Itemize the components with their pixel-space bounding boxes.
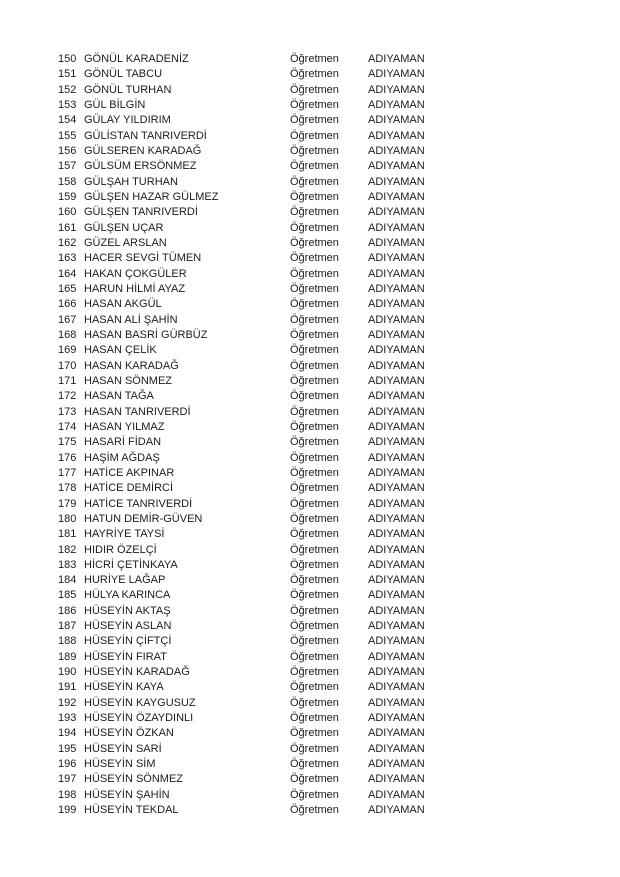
row-number: 172: [58, 390, 77, 403]
teacher-name: GÜLSÜM ERSÖNMEZ: [84, 160, 197, 173]
province-cell: ADIYAMAN: [368, 359, 425, 372]
province-cell: ADIYAMAN: [368, 53, 425, 65]
occupation-cell: Öğretmen: [290, 282, 339, 295]
occupation-cell: Öğretmen: [290, 236, 339, 249]
occupation-cell: Öğretmen: [290, 175, 339, 188]
occupation-cell: Öğretmen: [290, 374, 339, 387]
occupation-cell: Öğretmen: [290, 160, 339, 173]
teacher-name: HÜLYA KARINCA: [84, 589, 171, 602]
teacher-name: HAKAN ÇOKGÜLER: [84, 267, 187, 280]
province-cell: ADIYAMAN: [368, 574, 425, 587]
row-number: 188: [58, 635, 77, 648]
table-row: [58, 497, 578, 512]
province-cell: ADIYAMAN: [368, 681, 425, 694]
row-number: 177: [58, 466, 77, 479]
table-row: [58, 772, 578, 787]
table-row: [58, 313, 578, 328]
occupation-cell: Öğretmen: [290, 558, 339, 571]
table-row: [58, 543, 578, 558]
teacher-name: HÜSEYİN KAYA: [84, 681, 164, 694]
teacher-name: HÜSEYİN ASLAN: [84, 620, 172, 633]
province-cell: ADIYAMAN: [368, 466, 425, 479]
province-cell: ADIYAMAN: [368, 482, 425, 495]
table-row: [58, 67, 578, 82]
province-cell: ADIYAMAN: [368, 758, 425, 771]
row-number: 192: [58, 696, 77, 709]
table-row: [58, 190, 578, 205]
teacher-name: GÜLŞAH TURHAN: [84, 175, 178, 188]
row-number: 179: [58, 497, 77, 510]
teacher-name: GÖNÜL KARADENİZ: [84, 53, 189, 65]
province-cell: ADIYAMAN: [368, 282, 425, 295]
row-number: 169: [58, 344, 77, 357]
teacher-name: HASAN BASRİ GÜRBÜZ: [84, 328, 208, 341]
province-cell: ADIYAMAN: [368, 160, 425, 173]
occupation-cell: Öğretmen: [290, 804, 339, 817]
teacher-name: HATİCE TANRIVERDİ: [84, 497, 193, 510]
occupation-cell: Öğretmen: [290, 696, 339, 709]
row-number: 199: [58, 804, 77, 817]
table-row: [58, 588, 578, 603]
occupation-cell: Öğretmen: [290, 650, 339, 663]
table-row: [58, 221, 578, 236]
table-row: [58, 297, 578, 312]
row-number: 154: [58, 114, 77, 127]
occupation-cell: Öğretmen: [290, 681, 339, 694]
occupation-cell: Öğretmen: [290, 267, 339, 280]
row-number: 175: [58, 436, 77, 449]
table-row: [58, 803, 578, 818]
teacher-name: HASAN SÖNMEZ: [84, 374, 173, 387]
table-row: [58, 83, 578, 98]
province-cell: ADIYAMAN: [368, 666, 425, 679]
province-cell: ADIYAMAN: [368, 344, 425, 357]
row-number: 163: [58, 252, 77, 265]
row-number: 150: [58, 53, 77, 65]
occupation-cell: Öğretmen: [290, 83, 339, 96]
province-cell: ADIYAMAN: [368, 712, 425, 725]
row-number: 158: [58, 175, 77, 188]
occupation-cell: Öğretmen: [290, 589, 339, 602]
teacher-name: HÜSEYİN AKTAŞ: [84, 604, 171, 617]
occupation-cell: Öğretmen: [290, 773, 339, 786]
province-cell: ADIYAMAN: [368, 650, 425, 663]
row-number: 189: [58, 650, 77, 663]
table-row: [58, 343, 578, 358]
province-cell: ADIYAMAN: [368, 528, 425, 541]
row-number: 190: [58, 666, 77, 679]
province-cell: ADIYAMAN: [368, 451, 425, 464]
table-row: [58, 98, 578, 113]
table-row: [58, 282, 578, 297]
province-cell: ADIYAMAN: [368, 543, 425, 556]
occupation-cell: Öğretmen: [290, 114, 339, 127]
province-cell: ADIYAMAN: [368, 374, 425, 387]
teacher-name: HATİCE DEMİRCİ: [84, 482, 174, 495]
row-number: 182: [58, 543, 77, 556]
province-cell: ADIYAMAN: [368, 589, 425, 602]
row-number: 198: [58, 788, 77, 801]
occupation-cell: Öğretmen: [290, 574, 339, 587]
occupation-cell: Öğretmen: [290, 344, 339, 357]
table-row: [58, 420, 578, 435]
row-number: 157: [58, 160, 77, 173]
occupation-cell: Öğretmen: [290, 298, 339, 311]
occupation-cell: Öğretmen: [290, 528, 339, 541]
teacher-name: GÖNÜL TURHAN: [84, 83, 172, 96]
occupation-cell: Öğretmen: [290, 252, 339, 265]
table-row: [58, 52, 578, 67]
teacher-name: GÜLŞEN HAZAR GÜLMEZ: [84, 190, 219, 203]
teacher-name: HASAN TAĞA: [84, 390, 154, 403]
province-cell: ADIYAMAN: [368, 620, 425, 633]
table-row: [58, 604, 578, 619]
teacher-name: HASAN YILMAZ: [84, 420, 165, 433]
row-number: 193: [58, 712, 77, 725]
occupation-cell: Öğretmen: [290, 466, 339, 479]
province-cell: ADIYAMAN: [368, 436, 425, 449]
row-number: 162: [58, 236, 77, 249]
occupation-cell: Öğretmen: [290, 543, 339, 556]
teacher-name: HÜSEYİN KARADAĞ: [84, 666, 190, 679]
province-cell: ADIYAMAN: [368, 804, 425, 817]
table-row: [58, 451, 578, 466]
table-row: [58, 558, 578, 573]
occupation-cell: Öğretmen: [290, 53, 339, 65]
teacher-name: HATİCE AKPINAR: [84, 466, 175, 479]
table-row: [58, 374, 578, 389]
occupation-cell: Öğretmen: [290, 620, 339, 633]
row-number: 155: [58, 129, 77, 142]
teacher-name: HASAN TANRIVERDİ: [84, 405, 191, 418]
row-number: 173: [58, 405, 77, 418]
occupation-cell: Öğretmen: [290, 482, 339, 495]
table-row: [58, 389, 578, 404]
occupation-cell: Öğretmen: [290, 68, 339, 81]
province-cell: ADIYAMAN: [368, 144, 425, 157]
province-cell: ADIYAMAN: [368, 221, 425, 234]
occupation-cell: Öğretmen: [290, 512, 339, 525]
teacher-name: HACER SEVGİ TÜMEN: [84, 252, 202, 265]
row-number: 194: [58, 727, 77, 740]
province-cell: ADIYAMAN: [368, 328, 425, 341]
teacher-name: GÖNÜL TABCU: [84, 68, 163, 81]
table-row: [58, 405, 578, 420]
occupation-cell: Öğretmen: [290, 129, 339, 142]
teacher-name: HATUN DEMİR-GÜVEN: [84, 512, 203, 525]
province-cell: ADIYAMAN: [368, 420, 425, 433]
teacher-name: GÜL BİLGİN: [84, 98, 146, 111]
occupation-cell: Öğretmen: [290, 313, 339, 326]
table-row: [58, 527, 578, 542]
table-row: [58, 175, 578, 190]
table-row: [58, 696, 578, 711]
teacher-name: HIDIR ÖZELÇİ: [84, 543, 157, 556]
row-number: 178: [58, 482, 77, 495]
teacher-name: GÜLŞEN UÇAR: [84, 221, 164, 234]
teacher-name: HÜSEYİN ÇİFTÇİ: [84, 635, 172, 648]
row-number: 176: [58, 451, 77, 464]
teacher-name: GÜLŞEN TANRIVERDİ: [84, 206, 198, 219]
teacher-list: [58, 52, 578, 818]
row-number: 174: [58, 420, 77, 433]
row-number: 161: [58, 221, 77, 234]
province-cell: ADIYAMAN: [368, 727, 425, 740]
occupation-cell: Öğretmen: [290, 420, 339, 433]
occupation-cell: Öğretmen: [290, 98, 339, 111]
occupation-cell: Öğretmen: [290, 206, 339, 219]
teacher-name: HÜSEYİN KAYGUSUZ: [84, 696, 196, 709]
table-row: [58, 205, 578, 220]
occupation-cell: Öğretmen: [290, 436, 339, 449]
teacher-name: HASAN AKGÜL: [84, 298, 162, 311]
province-cell: ADIYAMAN: [368, 558, 425, 571]
row-number: 171: [58, 374, 77, 387]
occupation-cell: Öğretmen: [290, 405, 339, 418]
teacher-name: GÜLSEREN KARADAĞ: [84, 144, 202, 157]
row-number: 180: [58, 512, 77, 525]
teacher-name: HÜSEYİN TEKDAL: [84, 804, 179, 817]
row-number: 183: [58, 558, 77, 571]
province-cell: ADIYAMAN: [368, 206, 425, 219]
table-row: [58, 159, 578, 174]
row-number: 196: [58, 758, 77, 771]
table-row: [58, 466, 578, 481]
row-number: 187: [58, 620, 77, 633]
row-number: 191: [58, 681, 77, 694]
province-cell: ADIYAMAN: [368, 773, 425, 786]
row-number: 152: [58, 83, 77, 96]
table-row: [58, 573, 578, 588]
row-number: 184: [58, 574, 77, 587]
teacher-name: HAYRİYE TAYSİ: [84, 528, 165, 541]
occupation-cell: Öğretmen: [290, 666, 339, 679]
table-row: [58, 634, 578, 649]
occupation-cell: Öğretmen: [290, 604, 339, 617]
table-row: [58, 619, 578, 634]
teacher-name: GÜLAY YILDIRIM: [84, 114, 171, 127]
table-row: [58, 665, 578, 680]
table-row: [58, 236, 578, 251]
occupation-cell: Öğretmen: [290, 712, 339, 725]
row-number: 186: [58, 604, 77, 617]
teacher-name: GÜLİSTAN TANRIVERDİ: [84, 129, 207, 142]
occupation-cell: Öğretmen: [290, 221, 339, 234]
province-cell: ADIYAMAN: [368, 742, 425, 755]
occupation-cell: Öğretmen: [290, 635, 339, 648]
table-row: [58, 742, 578, 757]
table-row: [58, 129, 578, 144]
row-number: 160: [58, 206, 77, 219]
teacher-name: HAŞİM AĞDAŞ: [84, 451, 160, 464]
row-number: 167: [58, 313, 77, 326]
row-number: 151: [58, 68, 77, 81]
province-cell: ADIYAMAN: [368, 267, 425, 280]
occupation-cell: Öğretmen: [290, 144, 339, 157]
row-number: 153: [58, 98, 77, 111]
row-number: 197: [58, 773, 77, 786]
table-row: [58, 726, 578, 741]
table-row: [58, 757, 578, 772]
table-row: [58, 788, 578, 803]
teacher-name: HASAN ALİ ŞAHİN: [84, 313, 178, 326]
row-number: 166: [58, 298, 77, 311]
province-cell: ADIYAMAN: [368, 129, 425, 142]
province-cell: ADIYAMAN: [368, 497, 425, 510]
province-cell: ADIYAMAN: [368, 635, 425, 648]
occupation-cell: Öğretmen: [290, 727, 339, 740]
province-cell: ADIYAMAN: [368, 405, 425, 418]
table-row: [58, 435, 578, 450]
occupation-cell: Öğretmen: [290, 451, 339, 464]
table-row: [58, 680, 578, 695]
occupation-cell: Öğretmen: [290, 328, 339, 341]
teacher-name: HÜSEYİN ÖZKAN: [84, 727, 174, 740]
teacher-name: HÜSEYİN ÖZAYDINLI: [84, 712, 194, 725]
row-number: 165: [58, 282, 77, 295]
teacher-name: GÜZEL ARSLAN: [84, 236, 167, 249]
row-number: 164: [58, 267, 77, 280]
teacher-name: HÜSEYİN FIRAT: [84, 650, 167, 663]
occupation-cell: Öğretmen: [290, 742, 339, 755]
province-cell: ADIYAMAN: [368, 114, 425, 127]
teacher-name: HİCRİ ÇETİNKAYA: [84, 558, 178, 571]
province-cell: ADIYAMAN: [368, 190, 425, 203]
table-row: [58, 267, 578, 282]
row-number: 195: [58, 742, 77, 755]
province-cell: ADIYAMAN: [368, 604, 425, 617]
occupation-cell: Öğretmen: [290, 758, 339, 771]
table-row: [58, 251, 578, 266]
occupation-cell: Öğretmen: [290, 497, 339, 510]
teacher-name: HASAN KARADAĞ: [84, 359, 179, 372]
row-number: 156: [58, 144, 77, 157]
row-number: 170: [58, 359, 77, 372]
province-cell: ADIYAMAN: [368, 236, 425, 249]
teacher-name: HASARİ FİDAN: [84, 436, 162, 449]
occupation-cell: Öğretmen: [290, 190, 339, 203]
province-cell: ADIYAMAN: [368, 175, 425, 188]
province-cell: ADIYAMAN: [368, 788, 425, 801]
province-cell: ADIYAMAN: [368, 390, 425, 403]
occupation-cell: Öğretmen: [290, 390, 339, 403]
teacher-name: HASAN ÇELİK: [84, 344, 157, 357]
teacher-name: HÜSEYİN SÖNMEZ: [84, 773, 184, 786]
teacher-name: HURİYE LAĞAP: [84, 574, 166, 587]
province-cell: ADIYAMAN: [368, 298, 425, 311]
province-cell: ADIYAMAN: [368, 98, 425, 111]
row-number: 185: [58, 589, 77, 602]
table-row: [58, 144, 578, 159]
table-row: [58, 359, 578, 374]
row-number: 181: [58, 528, 77, 541]
province-cell: ADIYAMAN: [368, 252, 425, 265]
teacher-name: HÜSEYİN SİM: [84, 758, 156, 771]
province-cell: ADIYAMAN: [368, 68, 425, 81]
row-number: 159: [58, 190, 77, 203]
table-row: [58, 512, 578, 527]
table-row: [58, 113, 578, 128]
teacher-name: HARUN HİLMİ AYAZ: [84, 282, 186, 295]
teacher-name: HÜSEYİN ŞAHİN: [84, 788, 170, 801]
table-row: [58, 328, 578, 343]
table-row: [58, 711, 578, 726]
table-row: [58, 650, 578, 665]
province-cell: ADIYAMAN: [368, 512, 425, 525]
row-number: 168: [58, 328, 77, 341]
occupation-cell: Öğretmen: [290, 788, 339, 801]
province-cell: ADIYAMAN: [368, 313, 425, 326]
province-cell: ADIYAMAN: [368, 83, 425, 96]
occupation-cell: Öğretmen: [290, 359, 339, 372]
province-cell: ADIYAMAN: [368, 696, 425, 709]
table-row: [58, 481, 578, 496]
teacher-name: HÜSEYİN SARİ: [84, 742, 162, 755]
